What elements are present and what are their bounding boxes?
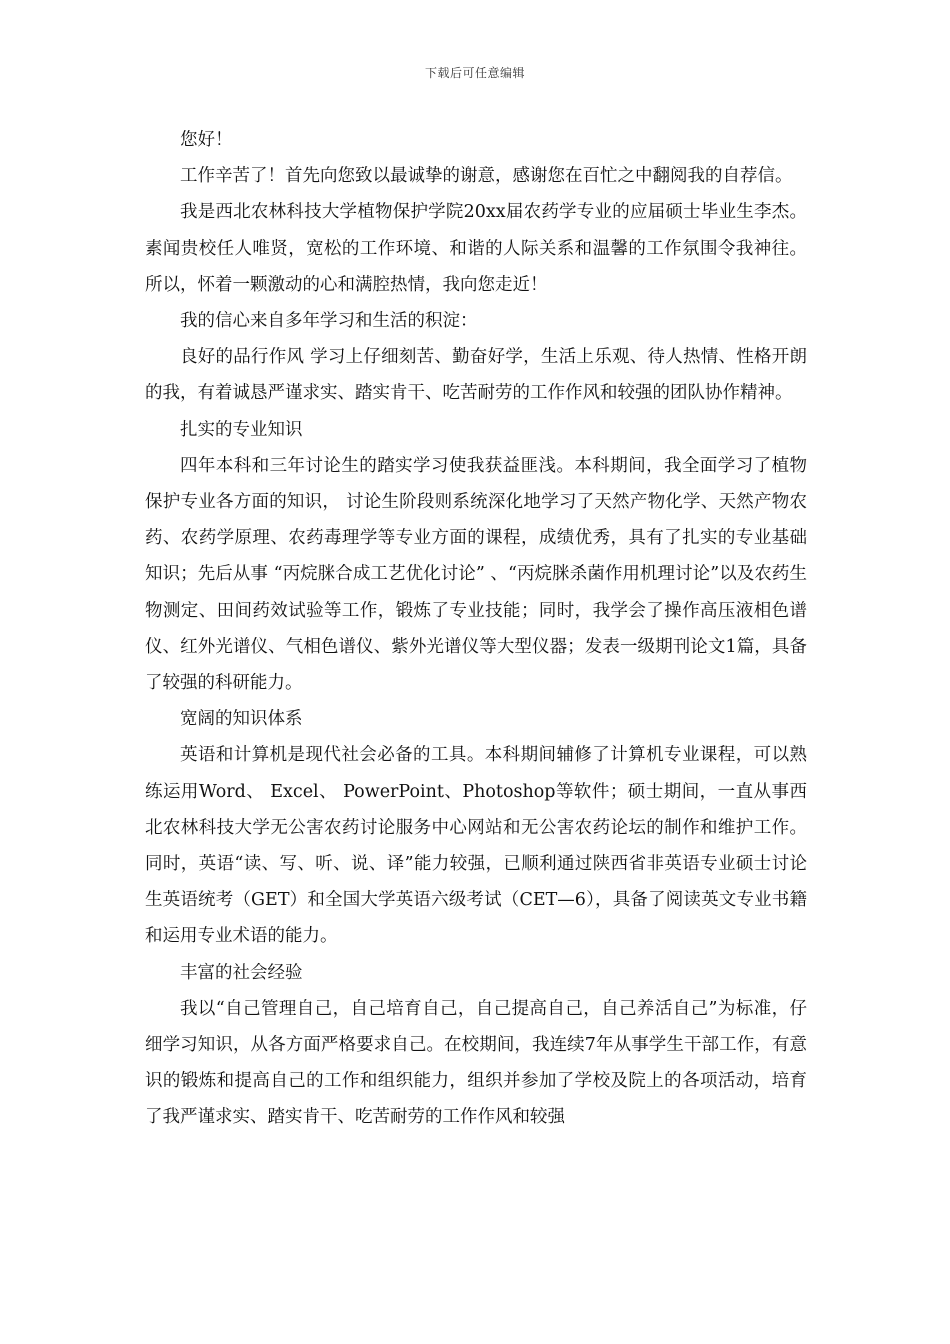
greeting: 您好！ <box>180 130 233 150</box>
paragraph-social-experience: 我以“自己管理自己，自己培育自己，自己提高自己，自己养活自己”为标准，仔细学习知识，从各方面严格要求自己。在校期间，我连续7年从事学生干部工作，有意识的锻炼和提高自己的工作和组织能力，组织并参加了学校及院上的各项活动，培育了我严谨求实、踏实肯干、吃苦耐劳的工作作风和较强 <box>145 998 807 1128</box>
paragraph-knowledge-system: 英语和计算机是现代社会必备的工具。本科期间辅修了计算机专业课程，可以熟练运用Word、 Excel、 PowerPoint、Photoshop等软件；硕士期间，一直从事西北农林科技大学无公害农药讨论服务中心网站和无公害农药论坛的制作和维护工作。同时，英语“读、写、听、说、译”能力较强，已顺利通过陕西省非英语专业硕士讨论生英语统考（GET）和全国大学英语六级考试（CET—6），具备了阅读英文专业书籍和运用专业术语的能力。 <box>145 745 807 947</box>
paragraph-confidence: 我的信心来自多年学习和生活的积淀： <box>180 311 478 332</box>
letter-body <box>145 122 807 1136</box>
page-header-note: 下载后可任意编辑 <box>424 66 525 80</box>
heading-social-experience: 丰富的社会经验 <box>180 962 303 983</box>
paragraph-thanks: 工作辛苦了！首先向您致以最诚挚的谢意，感谢您在百忙之中翻阅我的自荐信。 <box>180 166 793 187</box>
heading-knowledge-system: 宽阔的知识体系 <box>180 709 303 730</box>
heading-professional-knowledge: 扎实的专业知识 <box>180 419 303 440</box>
paragraph-professional-knowledge: 四年本科和三年讨论生的踏实学习使我获益匪浅。本科期间，我全面学习了植物保护专业各方面的知识， 讨论生阶段则系统深化地学习了天然产物化学、天然产物农药、农药学原理、农药毒理学等专业方面的课程，成绩优秀，具有了扎实的专业基础知识；先后从事 “丙烷脒合成工艺优化讨论” 、“丙烷脒杀菌作用机理讨论”以及农药生物测定、田间药效试验等工作，锻炼了专业技能；同时，我学会了操作高压液相色谱仪、红外光谱仪、气相色谱仪、紫外光谱仪等大型仪器；发表一级期刊论文1篇，具备了较强的科研能力。 <box>145 455 807 694</box>
paragraph-introduction: 我是西北农林科技大学植物保护学院20xx届农药学专业的应届硕士毕业生李杰。素闻贵校任人唯贤，宽松的工作环境、和谐的人际关系和温馨的工作氛围令我神往。所以，怀着一颗激动的心和满腔热情，我向您走近！ <box>145 202 807 295</box>
paragraph-character: 良好的品行作风 学习上仔细刻苦、勤奋好学，生活上乐观、待人热情、性格开朗的我，有着诚恳严谨求实、踏实肯干、吃苦耐劳的工作作风和较强的团队协作精神。 <box>145 347 807 404</box>
